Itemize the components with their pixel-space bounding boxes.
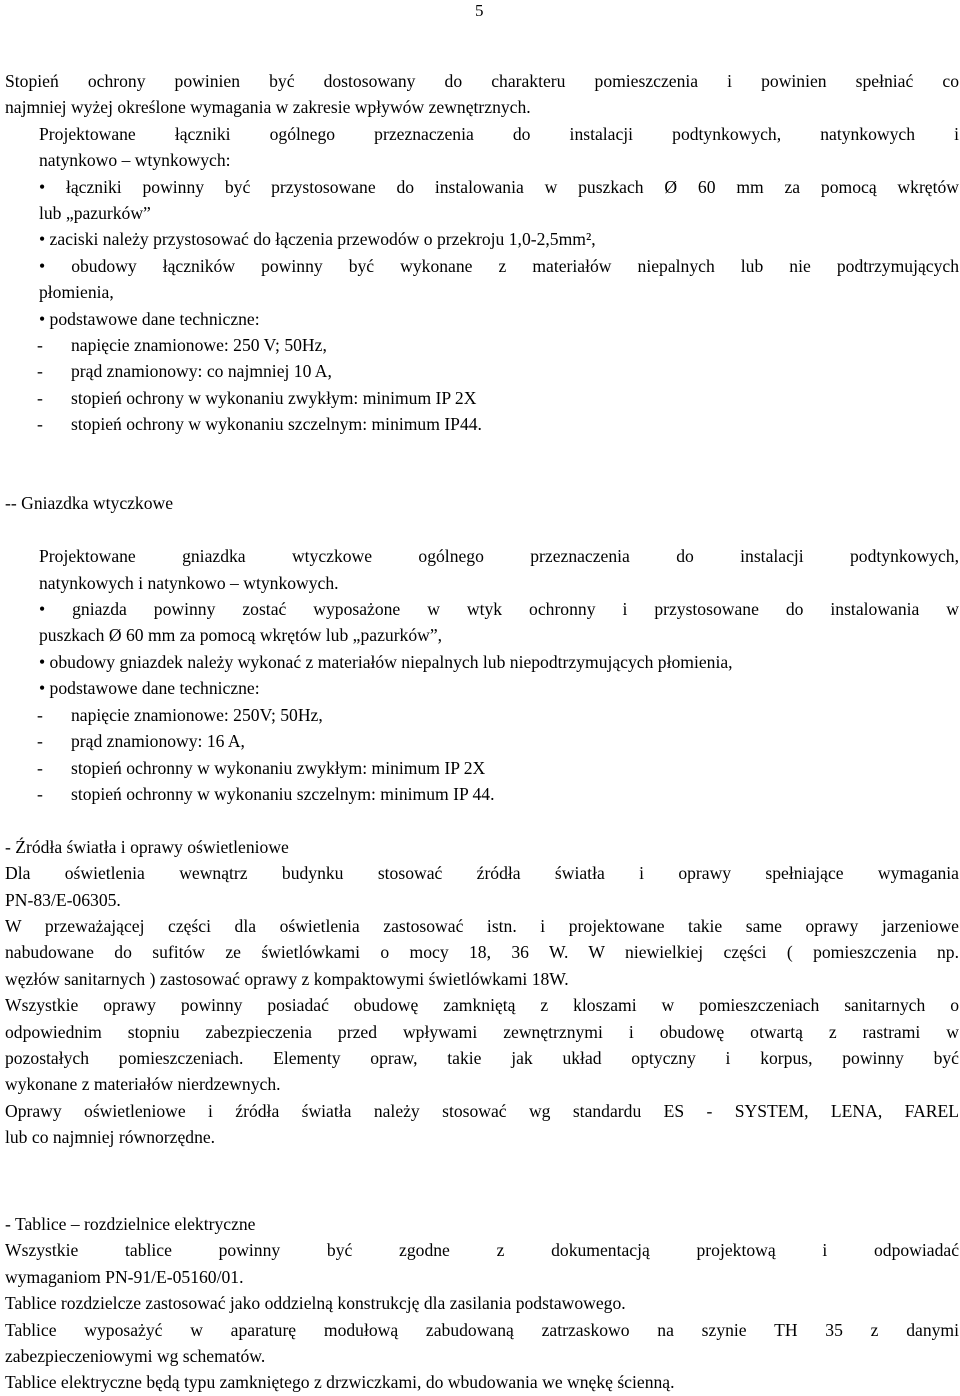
section-heading: - Źródła światła i oprawy oświetleniowe <box>5 836 289 857</box>
dash-item-text: stopień ochronny w wykonaniu zwykłym: minimum IP 2X <box>71 757 486 778</box>
dash-item-text: prąd znamionowy: 16 A, <box>71 731 245 752</box>
dash-item-text: stopień ochrony w wykonaniu zwykłym: minimum IP 2X <box>71 387 477 408</box>
dash-item <box>37 411 959 437</box>
paragraph-line: nabudowane do sufitów ze świetlówkami o mocy 18, 36 W. W niewielkiej części ( pomieszczenia np. <box>5 942 959 963</box>
bullet-item-continuation: puszkach Ø 60 mm za pomocą wkrętów lub „pazurków”, <box>39 625 443 646</box>
dash-marker: - <box>37 361 43 382</box>
bullet-item: • podstawowe dane techniczne: <box>39 678 260 699</box>
paragraph-line: wykonane z materiałów nierdzewnych. <box>5 1074 281 1095</box>
dash-item <box>37 781 959 807</box>
dash-item-text: prąd znamionowy: co najmniej 10 A, <box>71 361 332 382</box>
bullet-item-continuation: lub „pazurków” <box>39 203 151 224</box>
dash-marker: - <box>37 757 43 778</box>
dash-marker: - <box>37 704 43 725</box>
bullet-item: • łączniki powinny być przystosowane do instalowania w puszkach Ø 60 mm za pomocą wkrętów <box>39 176 959 197</box>
bullet-item: • gniazda powinny zostać wyposażone w wtyk ochronny i przystosowane do instalowania w <box>39 599 959 620</box>
dash-item-text: napięcie znamionowe: 250V; 50Hz, <box>71 704 323 725</box>
dash-item-text: stopień ochrony w wykonaniu szczelnym: minimum IP44. <box>71 414 482 435</box>
paragraph-line: Tablice wyposażyć w aparaturę modułową zabudowaną zatrzaskowo na szynie TH 35 z danymi <box>5 1319 959 1340</box>
dash-item <box>37 332 959 358</box>
dash-marker: - <box>37 387 43 408</box>
dash-item <box>37 385 959 411</box>
paragraph-line: PN-83/E-06305. <box>5 889 121 910</box>
document-body <box>5 68 959 1396</box>
bullet-item-continuation: płomienia, <box>39 282 114 303</box>
dash-marker: - <box>37 335 43 356</box>
dash-item <box>37 728 959 754</box>
paragraph-line: zabezpieczeniowymi wg schematów. <box>5 1346 266 1367</box>
bullet-item: • zaciski należy przystosować do łączenia przewodów o przekroju 1,0-2,5mm², <box>39 229 596 250</box>
section-heading: - Tablice – rozdzielnice elektryczne <box>5 1213 256 1234</box>
paragraph-line: odpowiednim stopniu zabezpieczenia przed wpływami zewnętrznymi i obudowę otwartą z rastrami w <box>5 1021 959 1042</box>
dash-marker: - <box>37 414 43 435</box>
paragraph-line: Oprawy oświetleniowe i źródła światła należy stosować wg standardu ES - SYSTEM, LENA, FAREL <box>5 1100 959 1121</box>
dash-item-text: napięcie znamionowe: 250 V; 50Hz, <box>71 335 327 356</box>
paragraph-line: natynkowo – wtynkowych: <box>39 150 231 171</box>
paragraph-line: Projektowane łączniki ogólnego przeznaczenia do instalacji podtynkowych, natynkowych i <box>39 123 959 144</box>
bullet-item: • obudowy gniazdek należy wykonać z materiałów niepalnych lub niepodtrzymujących płomienia, <box>39 651 733 672</box>
paragraph-line: węzłów sanitarnych ) zastosować oprawy z kompaktowymi świetlówkami 18W. <box>5 968 569 989</box>
paragraph-line: Stopień ochrony powinien być dostosowany do charakteru pomieszczenia i powinien spełniać co <box>5 71 959 91</box>
dash-item <box>37 358 959 384</box>
paragraph-line: Tablice rozdzielcze zastosować jako oddzielną konstrukcję dla zasilania podstawowego. <box>5 1293 626 1314</box>
dash-item <box>37 702 959 728</box>
bullet-item: • podstawowe dane techniczne: <box>39 308 260 329</box>
paragraph-line: najmniej wyżej określone wymagania w zakresie wpływów zewnętrznych. <box>5 97 531 118</box>
paragraph-line: Wszystkie oprawy powinny posiadać obudowę zamkniętą z kloszami w pomieszczeniach sanitarnych o <box>5 995 959 1016</box>
paragraph-line: lub co najmniej równorzędne. <box>5 1127 216 1148</box>
paragraph-line: natynkowych i natynkowo – wtynkowych. <box>39 572 339 593</box>
dash-item-text: stopień ochronny w wykonaniu szczelnym: minimum IP 44. <box>71 783 495 804</box>
paragraph-line: pozostałych pomieszczeniach. Elementy opraw, takie jak układ optyczny i korpus, powinny być <box>5 1047 959 1068</box>
page-number: 5 <box>475 1 484 20</box>
dash-marker: - <box>37 783 43 804</box>
paragraph-line: Projektowane gniazdka wtyczkowe ogólnego przeznaczenia do instalacji podtynkowych, <box>39 546 959 567</box>
dash-item <box>37 755 959 781</box>
paragraph-line: Wszystkie tablice powinny być zgodne z dokumentacją projektową i odpowiadać <box>5 1240 959 1261</box>
paragraph-line: W przeważającej części dla oświetlenia zastosować istn. i projektowane takie same oprawy jarzeniowe <box>5 915 959 936</box>
bullet-item: • obudowy łączników powinny być wykonane z materiałów niepalnych lub nie podtrzymujących <box>39 255 959 276</box>
section-heading: -- Gniazdka wtyczkowe <box>5 493 174 514</box>
paragraph-line: wymaganiom PN-91/E-05160/01. <box>5 1266 244 1287</box>
paragraph-line: Dla oświetlenia wewnątrz budynku stosować źródła światła i oprawy spełniające wymagania <box>5 863 959 884</box>
paragraph-line: Tablice elektryczne będą typu zamkniętego z drzwiczkami, do wbudowania we wnękę ścienną. <box>5 1372 675 1393</box>
dash-marker: - <box>37 731 43 752</box>
